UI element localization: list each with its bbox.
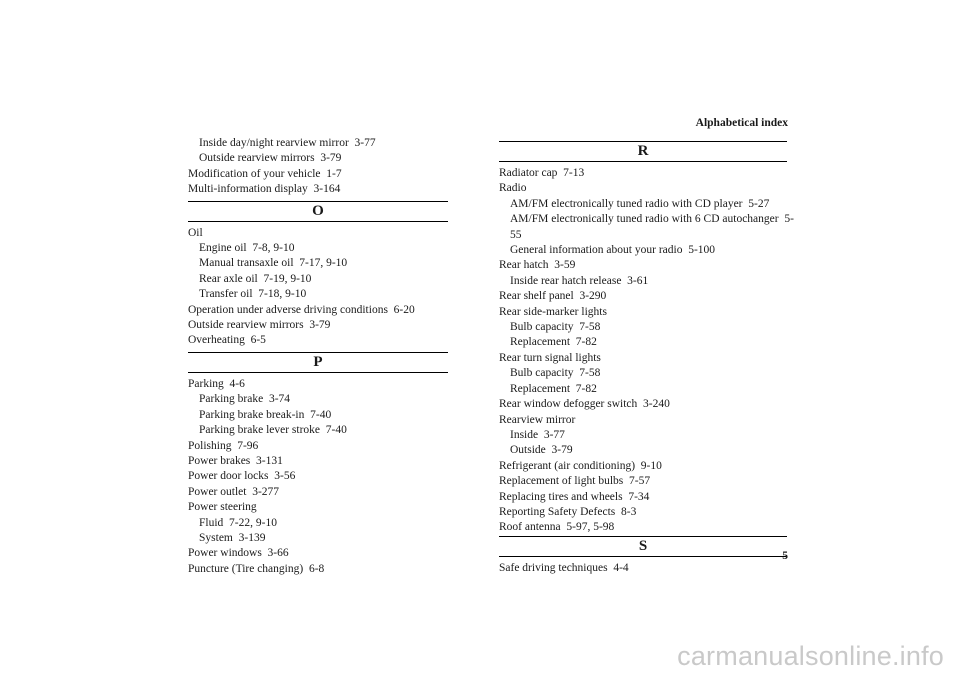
index-column-left [188, 136, 448, 577]
index-entry: Power outlet 3-277 [188, 485, 280, 498]
running-head: Alphabetical index [695, 117, 788, 129]
section-entries [499, 166, 794, 536]
section-r [499, 141, 794, 536]
index-subentry: General information about your radio 5-100 [510, 244, 716, 257]
index-entry: Polishing 7-96 [188, 439, 259, 452]
index-entry: Radiator cap 7-13 [499, 167, 585, 179]
index-entry: Replacing tires and wheels 7-34 [499, 490, 650, 503]
index-subentry: System 3-139 [199, 531, 266, 544]
index-subentry: Manual transaxle oil 7-17, 9-10 [199, 257, 348, 270]
index-subentry: Inside day/night rearview mirror 3-77 [199, 137, 376, 149]
index-subentry: AM/FM electronically tuned radio with CD player 5-27 [510, 197, 770, 210]
section-heading: O [188, 201, 448, 222]
section-heading: R [499, 141, 787, 162]
index-entry: Modification of your vehicle 1-7 [188, 167, 342, 180]
index-entry: Rearview mirror [499, 413, 576, 426]
index-entry: Rear window defogger switch 3-240 [499, 398, 670, 411]
index-subentry: Bulb capacity 7-58 [510, 321, 601, 334]
index-entry: Power brakes 3-131 [188, 454, 283, 467]
index-subentry: Transfer oil 7-18, 9-10 [199, 288, 307, 301]
index-entry: Oil [188, 226, 203, 239]
index-entry: Reporting Safety Defects 8-3 [499, 505, 637, 518]
index-entry: Power windows 3-66 [188, 547, 289, 560]
index-entry: Radio [499, 182, 527, 195]
index-column-right [499, 141, 794, 576]
continued-entries [188, 136, 448, 198]
section-p [188, 352, 448, 577]
section-heading: S [499, 536, 787, 557]
index-entry: Outside rearview mirrors 3-79 [188, 319, 331, 332]
watermark: carmanualsonline.info [677, 641, 944, 671]
index-subentry: Inside 3-77 [510, 428, 565, 441]
section-entries [188, 377, 448, 577]
index-subentry: Replacement 7-82 [510, 336, 597, 349]
index-entry: Operation under adverse driving conditions 6-20 [188, 303, 415, 316]
index-entry: Roof antenna 5-97, 5-98 [499, 521, 615, 534]
index-entry: Rear shelf panel 3-290 [499, 290, 607, 303]
section-s [499, 536, 787, 576]
index-subentry: Replacement 7-82 [510, 382, 597, 395]
index-subentry: 55 [510, 228, 522, 241]
index-entry: Power door locks 3-56 [188, 470, 296, 483]
index-entry: Parking 4-6 [188, 377, 245, 390]
section-o [188, 201, 448, 349]
index-subentry: Inside rear hatch release 3-61 [510, 274, 649, 287]
index-entry: Rear side-marker lights [499, 305, 607, 318]
index-entry: Overheating 6-5 [188, 334, 266, 347]
index-subentry: Engine oil 7-8, 9-10 [199, 242, 295, 255]
index-entry: Power steering [188, 501, 257, 514]
index-entry: Puncture (Tire changing) 6-8 [188, 562, 325, 575]
section-entries [499, 561, 787, 576]
index-subentry: Parking brake 3-74 [199, 393, 291, 406]
index-entry: Replacement of light bulbs 7-57 [499, 475, 651, 488]
section-heading: P [188, 352, 448, 373]
index-entry: Rear turn signal lights [499, 351, 601, 364]
index-subentry: Outside 3-79 [510, 444, 573, 457]
index-subentry: Parking brake break-in 7-40 [199, 408, 332, 421]
index-subentry: Parking brake lever stroke 7-40 [199, 424, 347, 437]
index-subentry: Outside rearview mirrors 3-79 [199, 152, 342, 165]
index-subentry: Fluid 7-22, 9-10 [199, 516, 277, 529]
index-subentry: Rear axle oil 7-19, 9-10 [199, 272, 312, 285]
index-subentry: Bulb capacity 7-58 [510, 367, 601, 380]
index-entry: Refrigerant (air conditioning) 9-10 [499, 459, 662, 472]
index-subentry: AM/FM electronically tuned radio with 6 CD autochanger 5- [510, 213, 794, 226]
index-entry: Safe driving techniques 4-4 [499, 561, 629, 574]
index-entry: Multi-information display 3-164 [188, 183, 341, 196]
index-entry: Rear hatch 3-59 [499, 259, 576, 272]
page-number: 5 [782, 550, 788, 562]
section-entries [188, 226, 448, 349]
